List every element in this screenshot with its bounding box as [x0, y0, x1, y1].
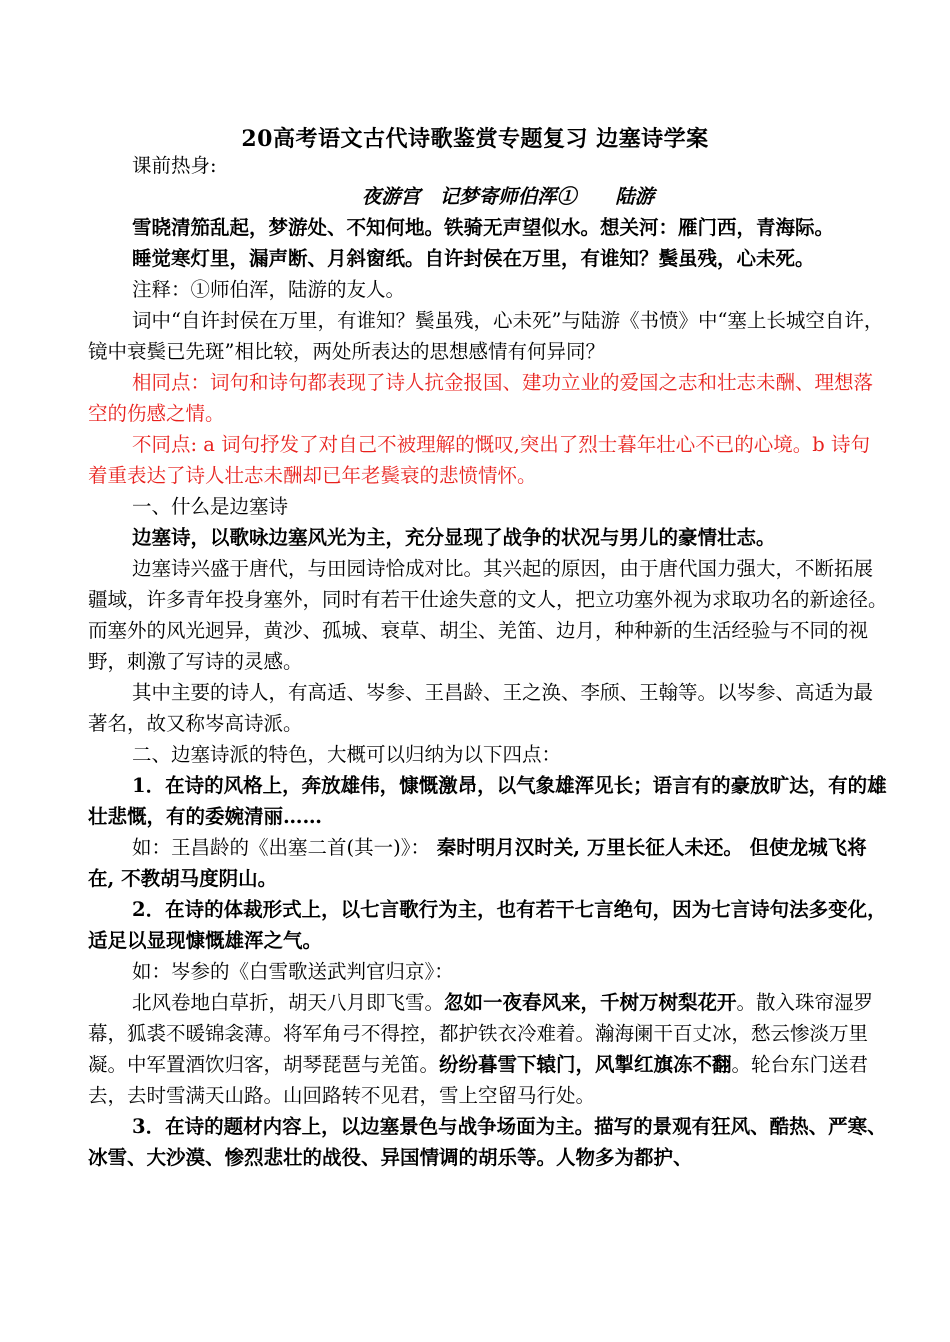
example-2-part-e: 。轮台东门送君去，去时雪满天山路。山回路转不见君，雪上空留马行处。	[88, 1053, 869, 1107]
document-body	[88, 150, 888, 1173]
example-1	[88, 832, 888, 894]
point-1: 1．在诗的风格上，奔放雄伟，慷慨激昂，以气象雄浑见长；语言有的豪放旷达，有的雄壮悲慨，有的委婉清丽……	[88, 774, 887, 828]
section2-heading: 二、边塞诗派的特色，大概可以归纳为以下四点：	[132, 743, 562, 766]
example-2-part-b: 忽如一夜春风来，千树万树梨花开	[444, 991, 737, 1014]
example-1-poem: 秦时明月汉时关, 万里长征人未还。 但使龙城飞将在, 不教胡马度阴山。	[88, 836, 867, 890]
example-2-poem	[88, 987, 888, 1111]
answer-difference: 不同点: a 词句抒发了对自己不被理解的慨叹,突出了烈士暮年壮心不已的心境。b 诗句着重表达了诗人壮志未酬却已年老鬓衰的悲愤情怀。	[88, 433, 870, 487]
poem-note: 注释：①师伯浑，陆游的友人。	[132, 278, 406, 301]
point-2: 2．在诗的体裁形式上，以七言歌行为主，也有若干七言绝句，因为七言诗句法多变化，适足以显现慷慨雄浑之气。	[88, 898, 887, 952]
example-2-intro: 如：岑参的《白雪歌送武判官归京》：	[132, 960, 454, 983]
answer-similarity: 相同点：词句和诗句都表现了诗人抗金报国、建功立业的爱国之志和壮志未酬、理想落空的伤感之情。	[88, 371, 874, 425]
section1-para-1: 边塞诗兴盛于唐代，与田园诗恰成对比。其兴起的原因，由于唐代国力强大，不断拓展疆域，许多青年投身塞外，同时有若干仕途失意的文人，把立功塞外视为求取功名的新途径。而塞外的风光迥异，黄沙、孤城、衰草、胡尘、羌笛、边月，种种新的生活经验与不同的视野，刺激了写诗的灵感。	[88, 557, 888, 673]
page-title: 20高考语文古代诗歌鉴赏专题复习 边塞诗学案	[241, 126, 709, 152]
example-2-part-a: 北风卷地白草折，胡天八月即飞雪。	[132, 991, 445, 1014]
poem-line-1: 雪晓清笳乱起，梦游处、不知何地。铁骑无声望似水。想关河：雁门西，青海际。	[132, 216, 835, 239]
section1-heading: 一、什么是边塞诗	[132, 495, 289, 518]
poem-heading: 夜游宫 记梦寄师伯浑① 陆游	[361, 185, 655, 208]
question-text: 词中“自许封侯在万里，有谁知？鬓虽残，心未死”与陆游《书愤》中“塞上长城空自许，镜中衰鬓已先斑”相比较，两处所表达的思想感情有何异同？	[88, 309, 884, 363]
warmup-label: 课前热身:	[132, 154, 217, 177]
example-2-part-c: 。散入珠帘湿罗幕，狐裘不暖锦衾薄。将军角弓不得控，都护铁衣冷难着。瀚海阑干百丈冰，愁云惨淡万里凝。中军置酒饮归客，胡琴琵琶与羌笛。	[88, 991, 874, 1076]
point-3: 3．在诗的题材内容上，以边塞景色与战争场面为主。描写的景观有狂风、酷热、严寒、冰雪、大沙漠、惨烈悲壮的战役、异国情调的胡乐等。人物多为都护、	[88, 1115, 887, 1169]
section1-definition: 边塞诗，以歌咏边塞风光为主，充分显现了战争的状况与男儿的豪情壮志。	[132, 526, 776, 549]
example-2-part-d: 纷纷暮雪下辕门，风掣红旗冻不翻	[439, 1053, 732, 1076]
section1-para-2: 其中主要的诗人，有高适、岑参、王昌龄、王之涣、李颀、王翰等。以岑参、高适为最著名，故又称岑高诗派。	[88, 681, 874, 735]
example-1-intro: 如：王昌龄的《出塞二首(其一)》：	[132, 836, 430, 859]
poem-line-2: 睡觉寒灯里，漏声断、月斜窗纸。自许封侯在万里，有谁知？鬓虽残，心未死。	[132, 247, 815, 270]
